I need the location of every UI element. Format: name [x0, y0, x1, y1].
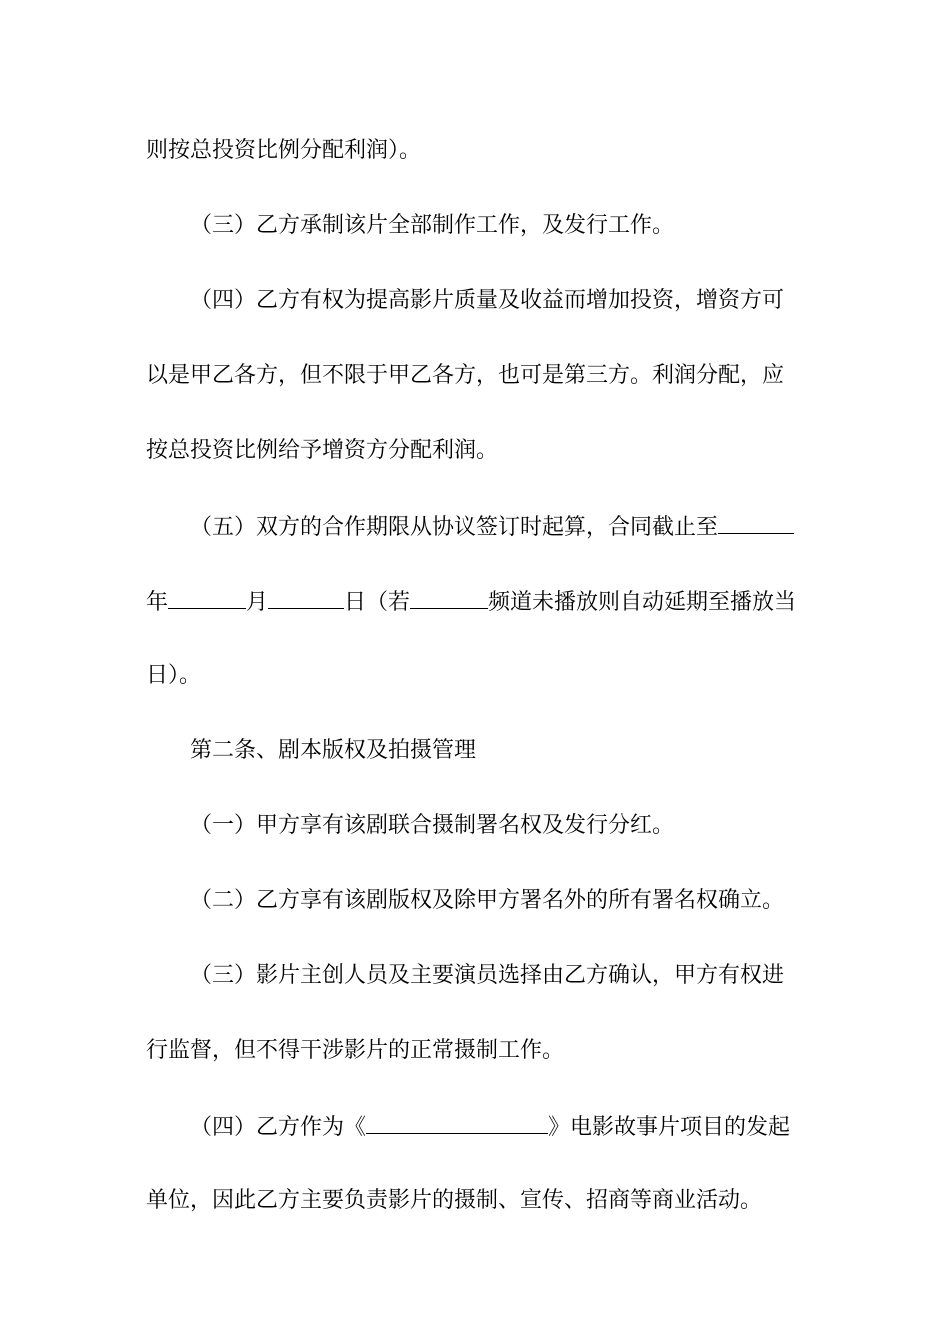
paragraph-line: 按总投资比例给予增资方分配利润。 — [146, 438, 499, 463]
paragraph-line: 行监督，但不得干涉影片的正常摄制工作。 — [146, 1038, 565, 1063]
paragraph-line: （二）乙方享有该剧版权及除甲方署名外的所有署名权确立。 — [190, 888, 785, 913]
paragraph-line: （三）乙方承制该片全部制作工作，及发行工作。 — [190, 213, 675, 238]
fill-in-blank-film-title — [366, 1111, 548, 1134]
fill-in-blank-day — [268, 586, 344, 609]
paragraph-text: 年 — [146, 590, 169, 615]
paragraph-line: 日）。 — [146, 663, 202, 688]
paragraph-line: 单位，因此乙方主要负责影片的摄制、宣传、招商等商业活动。 — [146, 1188, 763, 1213]
paragraph-line: （四）乙方有权为提高影片质量及收益而增加投资，增资方可 — [190, 288, 785, 313]
paragraph-text: 频道未播放则自动延期至播放当 — [488, 590, 797, 615]
paragraph-text: 日（若 — [344, 590, 411, 615]
paragraph-line: 则按总投资比例分配利润）。 — [146, 138, 422, 163]
paragraph-line — [146, 586, 816, 618]
fill-in-blank-month — [168, 586, 246, 609]
fill-in-blank-channel — [410, 586, 488, 609]
paragraph-line: （三）影片主创人员及主要演员选择由乙方确认，甲方有权进 — [190, 963, 785, 988]
fill-in-blank-year — [718, 511, 794, 534]
paragraph-line — [190, 511, 816, 543]
paragraph-text: （五）双方的合作期限从协议签订时起算，合同截止至 — [190, 515, 719, 540]
paragraph-line — [190, 1111, 816, 1143]
section-heading: 第二条、剧本版权及拍摄管理 — [190, 738, 477, 763]
paragraph-text: 》电影故事片项目的发起 — [548, 1115, 791, 1140]
paragraph-text: 月 — [246, 590, 269, 615]
paragraph-text: （四）乙方作为《 — [190, 1115, 367, 1140]
paragraph-line: 以是甲乙各方，但不限于甲乙各方，也可是第三方。利润分配，应 — [146, 363, 785, 388]
paragraph-line: （一）甲方享有该剧联合摄制署名权及发行分红。 — [190, 813, 675, 838]
